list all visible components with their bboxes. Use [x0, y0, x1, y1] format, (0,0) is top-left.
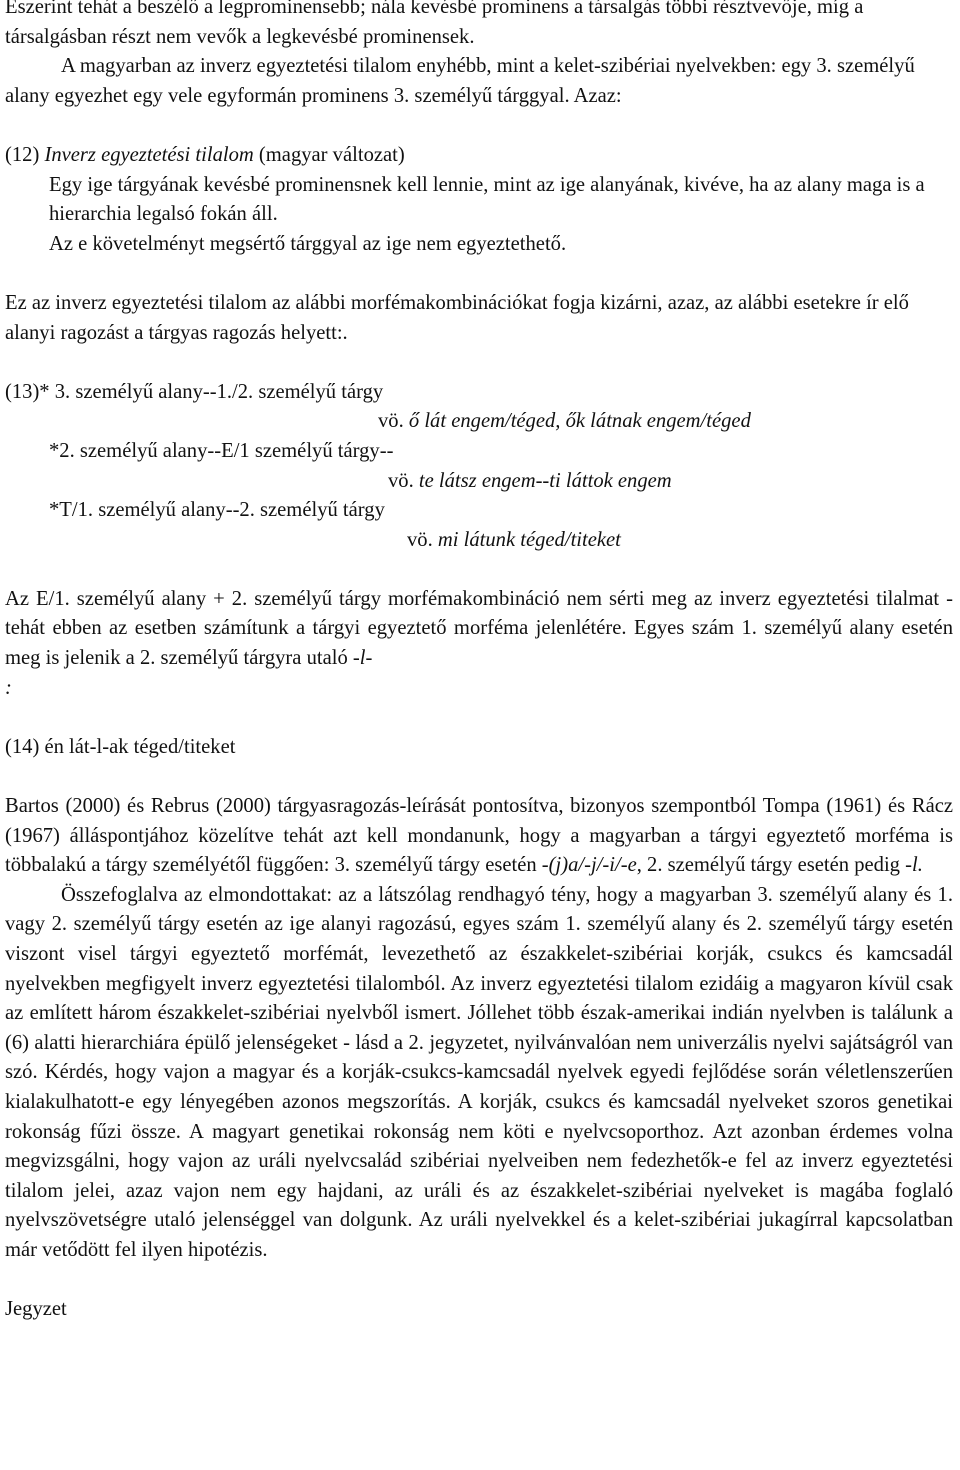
- example-13-c-comparison: [5, 526, 953, 556]
- paragraph-1: Eszerint tehát a beszélő a legprominensebb; nála kevésbé prominens a társalgás többi résztvevője, míg a társalgásban részt nem vevők a legkevésbé prominensek.: [5, 0, 864, 48]
- paragraph-6: [5, 881, 953, 1266]
- example-italic: ő lát engem/téged, ők látnak engem/téged: [408, 410, 751, 433]
- paragraph-3: Ez az inverz egyeztetési tilalom az alábbi morfémakombinációkat fogja kizárni, azaz, az alábbi esetekre ír elő alanyi ragozást a tárgyas ragozás helyett:.: [5, 291, 909, 344]
- example-title-italic: Inverz egyeztetési tilalom: [44, 143, 254, 166]
- example-13-b-label: *2. személyű alany--E/1 személyű tárgy--: [49, 439, 394, 462]
- morpheme-italic-2: -l.: [905, 854, 923, 877]
- example-12-title: [5, 141, 953, 171]
- example-number: (12): [5, 143, 40, 166]
- paragraph-4: [5, 585, 953, 703]
- paragraph-5-text-2: , 2. személyű tárgy esetén pedig: [636, 854, 906, 877]
- paragraph-4-text: Az E/1. személyű alany + 2. személyű tárgy morfémakombináció nem sérti meg az inverz egyeztetési tilalmat - tehát ebben az esetben számítunk a tárgyi egyeztető morféma jelenlétére. Egyes szám 1. személyű alany esetén meg is jelenik a 2. személyű tárgyra utaló: [5, 587, 953, 670]
- example-13-a-comparison: [5, 407, 953, 437]
- paragraph-6-text: Összefoglalva az elmondottakat: az a látszólag rendhagyó tény, hogy a magyarban 3. személyű alany és 1. vagy 2. személyű tárgy esetén az ige alanyi ragozású, egyes szám 1. személyű alany és 2. személyű tárgy esetén viszont visel tárgyi egyeztető morfémát, levezethető az északkelet-szibériai korják, csukcs és kamcsadál nyelvekben megfigyelt inverz egyeztetési tilalomból. Az inverz egyeztetési tilalom ezidáig a magyaron kívül csak az említett három északkelet-szibériai nyelvből ismert. Jóllehet több észak-amerikai indián nyelvben is találunk a (6) alatti hierarchiára épülő jelenségeket - lásd a 2. jegyzetet, nyilvánvalóan nem univerzális nyelvi sajátságról van szó. Kérdés, hogy vajon a magyar és a korják-csukcs-kamcsadál nyelvek egyedi fejlődése során véletlenszerűen kialakulhatott-e egy lényegében azonos megszorítás. A korják, csukcs és kamcsadál nyelveket szoros genetikai rokonság fűzi össze. A magyart genetikai rokonság nem köti e nyelvcsoporthoz. Azt azonban érdemes volna megvizsgálni, hogy vajon az uráli nyelvcsalád szibériai nyelveiben nem fedezhetők-e fel az inverz egyeztetési tilalom jelei, azaz vajon nem egy hajdani, az uráli és az északkelet-szibériai nyelveket is magába foglaló nyelvszövetségre utaló jelenséggel van dolgunk. Az uráli nyelvekkel és a kelet-szibériai jukagírral kapcsolatban már vetődött fel ilyen hipotézis.: [5, 883, 953, 1261]
- example-13-c-label: *T/1. személyű alany--2. személyű tárgy: [49, 499, 385, 522]
- vo-label: vö.: [378, 410, 409, 433]
- vo-label: vö.: [388, 469, 419, 492]
- example-13-a-label: (13)* 3. személyű alany--1./2. személyű tárgy: [5, 380, 384, 403]
- paragraph-5-text: Bartos (2000) és Rebrus (2000) tárgyasragozás-leírását pontosítva, bizonyos szempontból Tompa (1961) és Rácz (1967) álláspontjához közelítve tehát azt kell mondanunk, hogy a magyarban a tárgyi egyeztető morféma is többalakú a tárgy személyétől függően: 3. személyű tárgy esetén: [5, 795, 953, 877]
- example-12-line-1: Egy ige tárgyának kevésbé prominensnek kell lennie, mint az ige alanyának, kivéve, ha az alany maga is a hierarchia legalsó fokán áll.: [49, 173, 925, 226]
- example-title-rest: (magyar változat): [253, 143, 405, 166]
- morpheme-italic: -(j)a/-j/-i/-e: [541, 854, 637, 877]
- morpheme-italic: -l-: [352, 647, 373, 670]
- example-12-line-2: Az e követelményt megsértő tárggyal az ige nem egyeztethető.: [49, 232, 567, 255]
- paragraph-2: [5, 52, 953, 111]
- morpheme-italic-colon: :: [5, 676, 12, 699]
- example-13-b-comparison: [5, 467, 953, 497]
- example-italic: te látsz engem--ti láttok engem: [418, 469, 672, 492]
- notes-heading: Jegyzet: [5, 1298, 67, 1321]
- example-14: (14) én lát-l-ak téged/titeket: [5, 735, 236, 758]
- paragraph-2-text: A magyarban az inverz egyeztetési tilalom enyhébb, mint a kelet-szibériai nyelvekben: egy 3. személyű alany egyezhet egy vele egyformán prominens 3. személyű tárggyal. Azaz:: [5, 55, 915, 107]
- example-italic: mi látunk téged/titeket: [437, 528, 621, 551]
- vo-label: vö.: [407, 528, 438, 551]
- paragraph-5: [5, 792, 953, 881]
- document-page: [5, 0, 953, 1325]
